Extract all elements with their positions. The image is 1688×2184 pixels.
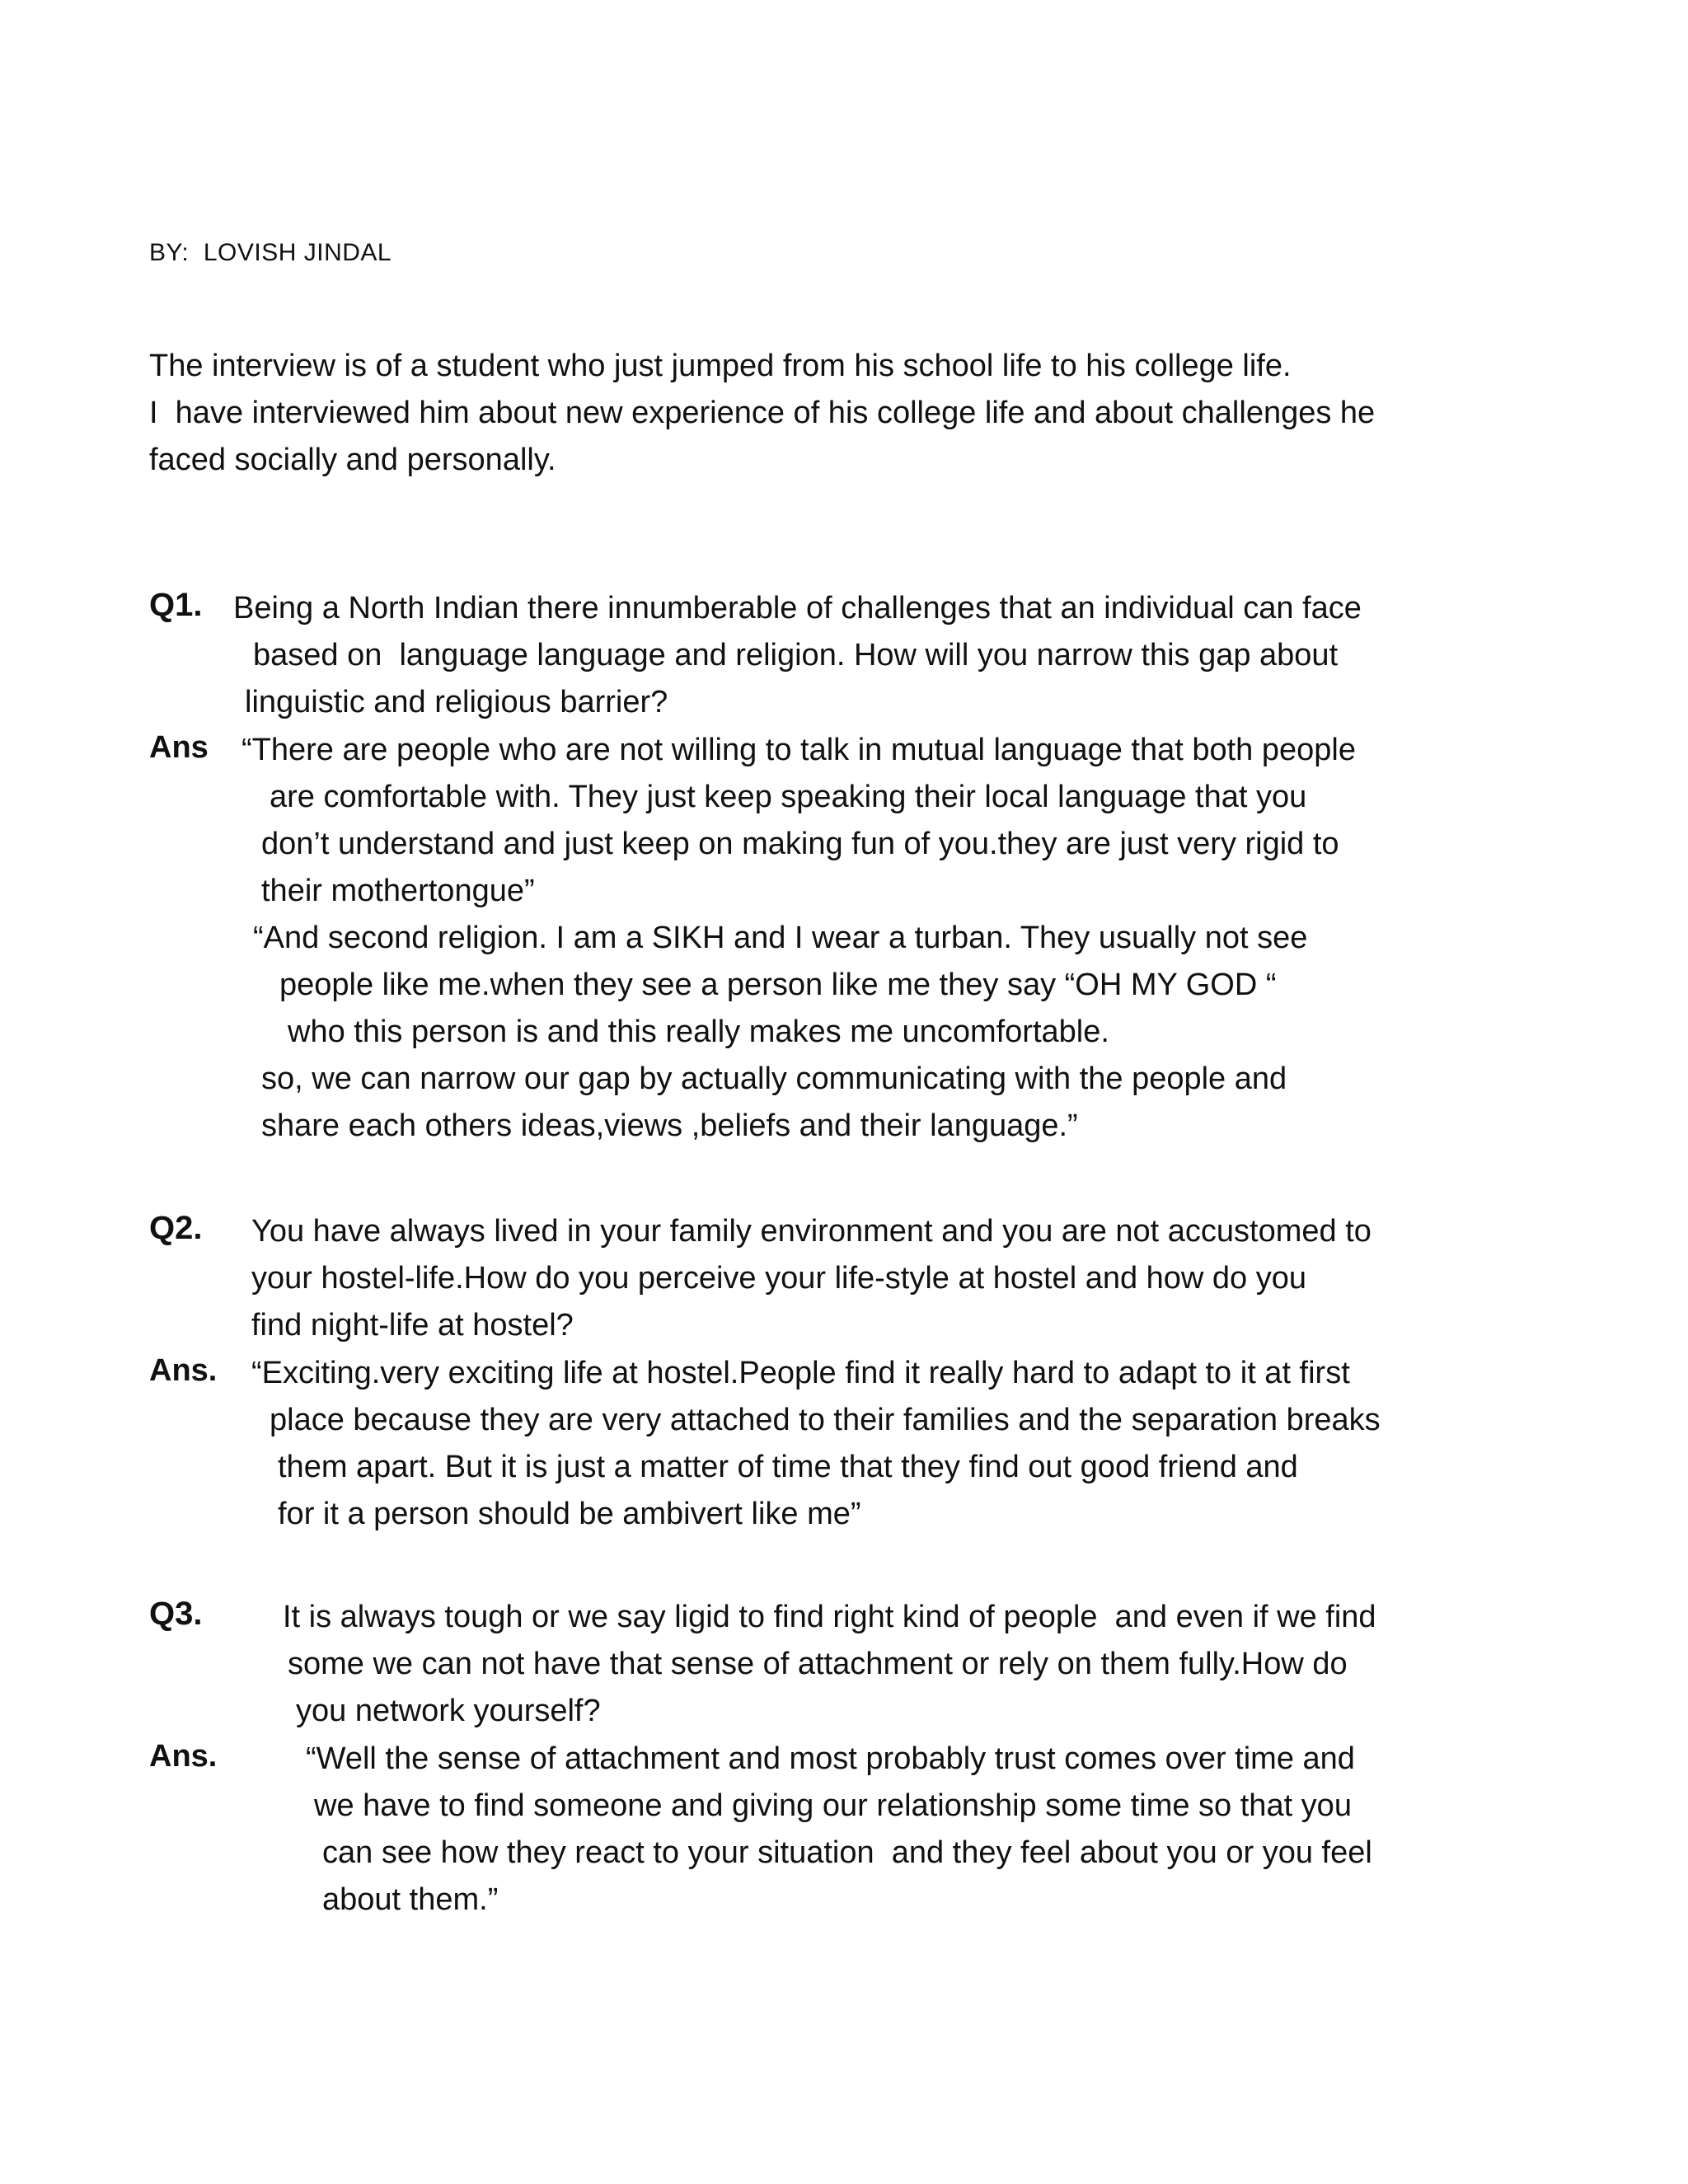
answer-line: share each others ideas,views ,beliefs and their language.” [261,1108,1078,1143]
answer-line: them apart. But it is just a matter of time that they find out good friend and [278,1450,1298,1484]
question-line: your hostel-life.How do you perceive your life-style at hostel and how do you [251,1261,1307,1296]
intro-line: faced socially and personally. [149,443,556,477]
question-line: Being a North Indian there innumberable of challenges that an individual can face [233,591,1362,626]
answer-line: about them.” [322,1882,499,1917]
answer-line: so, we can narrow our gap by actually communicating with the people and [261,1062,1287,1096]
answer-line: don’t understand and just keep on making fun of you.they are just very rigid to [261,827,1339,861]
answer-line: are comfortable with. They just keep speaking their local language that you [270,780,1307,814]
answer-line: their mothertongue” [261,874,535,908]
answer-line: “Well the sense of attachment and most probably trust comes over time and [306,1741,1355,1776]
question-line: some we can not have that sense of attachment or rely on them fully.How do [288,1647,1348,1681]
question-line: find night-life at hostel? [251,1308,574,1343]
answer-line: “And second religion. I am a SIKH and I wear a turban. They usually not see [253,921,1308,955]
answer-line: for it a person should be ambivert like me” [278,1497,861,1531]
question-line: It is always tough or we say ligid to find right kind of people and even if we find [283,1600,1376,1634]
answer-line: “Exciting.very exciting life at hostel.People find it really hard to adapt to it at first [251,1356,1350,1390]
answer-line: place because they are very attached to their families and the separation breaks [270,1403,1381,1437]
answer-line: “There are people who are not willing to talk in mutual language that both people [241,733,1356,767]
question-label: Q2. [149,1210,203,1246]
author-line: BY: LOVISH JINDAL [149,239,392,266]
intro-line: The interview is of a student who just jumped from his school life to his college life. [149,349,1292,383]
answer-label: Ans. [149,1353,218,1388]
answer-label: Ans [149,730,209,765]
answer-label: Ans. [149,1739,218,1774]
answer-line: we have to find someone and giving our relationship some time so that you [314,1788,1352,1823]
intro-line: I have interviewed him about new experience of his college life and about challenges he [149,396,1376,430]
answer-line: can see how they react to your situation and they feel about you or you feel [322,1835,1372,1870]
answer-line: people like me.when they see a person like me they say “OH MY GOD “ [279,968,1277,1002]
question-line: you network yourself? [296,1694,601,1728]
question-line: linguistic and religious barrier? [245,685,668,719]
question-line: based on language language and religion. How will you narrow this gap about [253,638,1339,673]
question-label: Q3. [149,1596,203,1632]
question-line: You have always lived in your family environment and you are not accustomed to [251,1214,1372,1249]
question-label: Q1. [149,587,203,623]
answer-line: who this person is and this really makes me uncomfortable. [288,1015,1109,1049]
